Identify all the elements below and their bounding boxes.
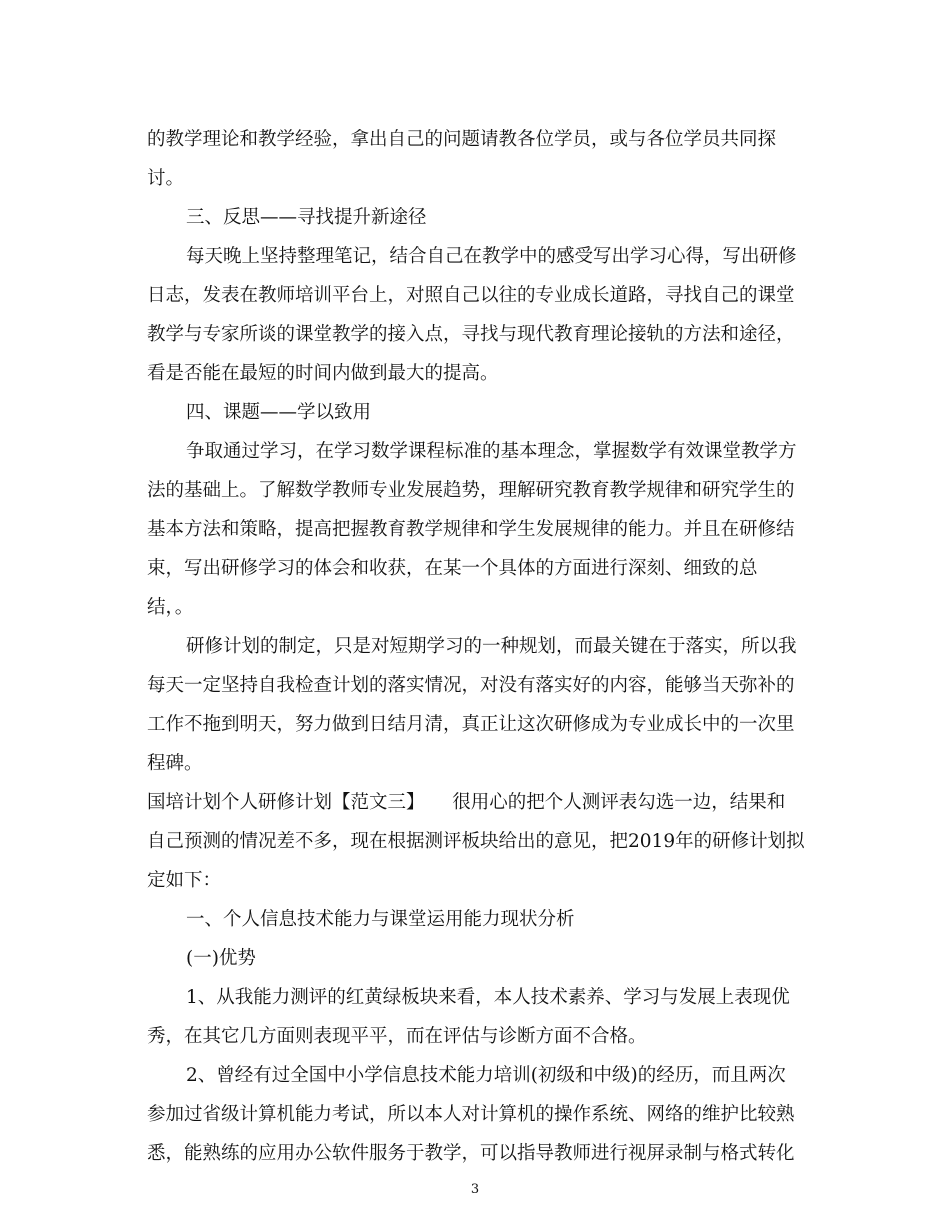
body-text-line: 研修计划的制定，只是对短期学习的一种规划，而最关键在于落实，所以我 [186,636,797,657]
body-text-line: 国培计划个人研修计划【范文三】 很用心的把个人测评表勾选一边，结果和 [147,792,786,813]
body-text-line: 讨。 [147,168,185,189]
body-text-line: 秀，在其它几方面则表现平平，而在评估与诊断方面不合格。 [147,1026,647,1047]
body-text-line: 看是否能在最短的时间内做到最大的提高。 [147,363,499,384]
section-heading: 三、反思——寻找提升新途径 [186,207,427,228]
body-text-line: 自己预测的情况差不多，现在根据测评板块给出的意见，把2019年的研修计划拟 [147,831,805,852]
body-text-line: 的教学理论和教学经验，拿出自己的问题请教各位学员，或与各位学员共同探 [147,129,777,150]
body-text-line: 程碑。 [147,753,203,774]
body-text-line: 定如下： [147,870,222,891]
body-text-line: 基本方法和策略，提高把握教育教学规律和学生发展规律的能力。并且在研修结 [147,519,795,540]
body-text-line: 日志，发表在教师培训平台上，对照自己以往的专业成长道路，寻找自己的课堂 [147,285,795,306]
page-number: 3 [470,1182,480,1197]
body-text-line: 教学与专家所谈的课堂教学的接入点，寻找与现代教育理论接轨的方法和途径， [147,324,795,345]
body-text-line: 悉，能熟练的应用办公软件服务于教学，可以指导教师进行视屏录制与格式转化 [147,1143,795,1164]
subsection-heading: (一)优势 [186,948,256,969]
section-heading: 一、个人信息技术能力与课堂运用能力现状分析 [186,909,575,930]
section-heading: 四、课题——学以致用 [186,402,372,423]
body-text-line: 法的基础上。了解数学教师专业发展趋势，理解研究教育教学规律和研究学生的 [147,480,795,501]
body-text-line: 每天一定坚持自我检查计划的落实情况，对没有落实好的内容，能够当天弥补的 [147,675,795,696]
body-text-line: 1、从我能力测评的红黄绿板块来看，本人技术素养、学习与发展上表现优 [186,987,790,1008]
body-text-line: 工作不拖到明天，努力做到日结月清，真正让这次研修成为专业成长中的一次里 [147,714,795,735]
body-text-line: 2、曾经有过全国中小学信息技术能力培训(初级和中级)的经历，而且两次 [186,1065,786,1086]
body-text-line: 结，。 [147,597,194,618]
body-text-line: 束，写出研修学习的体会和收获，在某一个具体的方面进行深刻、细致的总 [147,558,758,579]
body-text-line: 每天晚上坚持整理笔记，结合自己在教学中的感受写出学习心得，写出研修 [186,246,797,267]
body-text-line: 参加过省级计算机能力考试，所以本人对计算机的操作系统、网络的维护比较熟 [147,1104,795,1125]
body-text-line: 争取通过学习，在学习数学课程标准的基本理念，掌握数学有效课堂教学方 [186,441,797,462]
